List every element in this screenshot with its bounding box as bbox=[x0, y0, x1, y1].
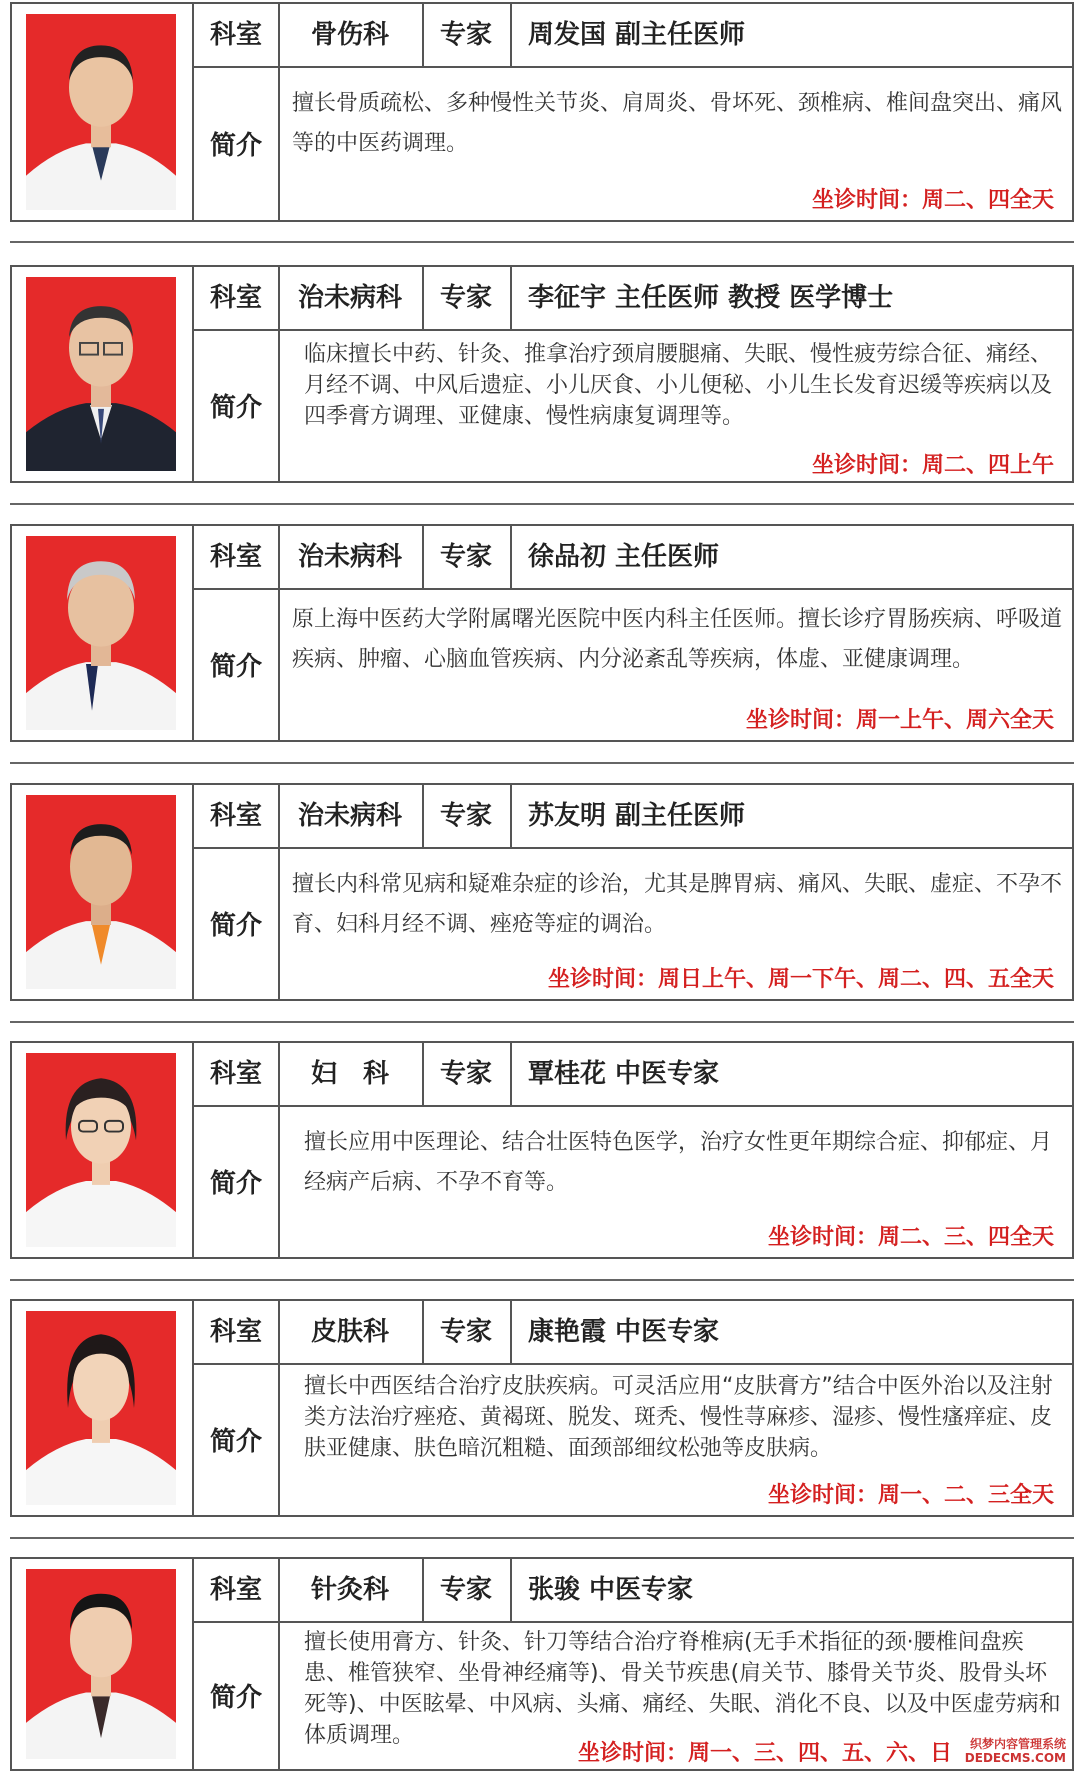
expert-label: 专家 bbox=[422, 785, 512, 847]
doctor-info-table bbox=[192, 267, 1072, 481]
doctor-card bbox=[10, 524, 1074, 742]
doctor-name: 苏友明 副主任医师 bbox=[528, 801, 746, 831]
schedule-text: 坐诊时间：周二、四上午 bbox=[811, 453, 1054, 478]
dept-value: 妇 科 bbox=[278, 1043, 424, 1105]
dept-value: 治未病科 bbox=[278, 526, 424, 588]
schedule-text: 坐诊时间：周一、三、四、五、六、日 bbox=[577, 1741, 952, 1766]
doctor-info-table bbox=[192, 526, 1072, 740]
divider bbox=[10, 762, 1074, 764]
divider bbox=[10, 503, 1074, 505]
doctor-info-table bbox=[192, 1043, 1072, 1257]
schedule-text: 坐诊时间：周二、三、四全天 bbox=[767, 1225, 1054, 1250]
doctor-photo bbox=[26, 1569, 176, 1759]
expert-label: 专家 bbox=[422, 4, 512, 66]
doctor-description: 擅长应用中医理论、结合壮医特色医学，治疗女性更年期综合症、抑郁症、月经病产后病、不孕不育等。 bbox=[304, 1130, 1053, 1195]
dept-label: 科室 bbox=[194, 526, 280, 588]
doctor-card bbox=[10, 783, 1074, 1001]
doctor-name: 周发国 副主任医师 bbox=[528, 20, 746, 50]
dept-label: 科室 bbox=[194, 4, 280, 66]
intro-label: 简介 bbox=[194, 329, 280, 481]
expert-label: 专家 bbox=[422, 1043, 512, 1105]
doctor-card bbox=[10, 265, 1074, 483]
doctor-photo bbox=[26, 277, 176, 471]
dept-label: 科室 bbox=[194, 1301, 280, 1363]
expert-label: 专家 bbox=[422, 1559, 512, 1621]
expert-label: 专家 bbox=[422, 526, 512, 588]
doctor-card bbox=[10, 1041, 1074, 1259]
doctor-photo bbox=[26, 1053, 176, 1247]
divider bbox=[10, 241, 1074, 243]
dept-value: 骨伤科 bbox=[278, 4, 424, 66]
dept-label: 科室 bbox=[194, 267, 280, 329]
watermark bbox=[965, 1737, 1066, 1765]
expert-label: 专家 bbox=[422, 1301, 512, 1363]
dept-label: 科室 bbox=[194, 1043, 280, 1105]
watermark-line1: 织梦内容管理系统 bbox=[969, 1737, 1066, 1751]
doctor-card bbox=[10, 1557, 1074, 1771]
schedule-text: 坐诊时间：周日上午、周一下午、周二、四、五全天 bbox=[547, 967, 1054, 992]
doctor-description: 擅长内科常见病和疑难杂症的诊治，尤其是脾胃病、痛风、失眠、虚症、不孕不育、妇科月经不调、痤疮等症的调治。 bbox=[292, 872, 1063, 937]
dept-value: 治未病科 bbox=[278, 267, 424, 329]
doctor-name: 覃桂花 中医专家 bbox=[528, 1059, 720, 1089]
doctor-description: 擅长中西医结合治疗皮肤疾病。可灵活应用“皮肤膏方”结合中医外治以及注射类方法治疗痤疮、黄褐斑、脱发、斑秃、慢性荨麻疹、湿疹、慢性瘙痒症、皮肤亚健康、肤色暗沉粗糙、面颈部细纹松弛等皮肤病。 bbox=[304, 1374, 1053, 1461]
dept-label: 科室 bbox=[194, 1559, 280, 1621]
doctor-card bbox=[10, 1299, 1074, 1517]
watermark-line2: DEDECMS.COM bbox=[964, 1751, 1066, 1765]
divider bbox=[10, 1537, 1074, 1539]
doctor-photo bbox=[26, 14, 176, 210]
doctor-name: 李征宇 主任医师 教授 医学博士 bbox=[528, 283, 894, 313]
doctor-description: 擅长使用膏方、针灸、针刀等结合治疗脊椎病(无手术指征的颈·腰椎间盘疾患、椎管狭窄、坐骨神经痛等)、骨关节疾患(肩关节、膝骨关节炎、股骨头坏死等)、中医眩晕、中风病、头痛、痛经、失眠、消化不良、以及中医虚劳病和体质调理。 bbox=[304, 1630, 1061, 1748]
doctor-photo bbox=[26, 1311, 176, 1505]
doctor-name: 张骏 中医专家 bbox=[528, 1575, 694, 1605]
intro-label: 简介 bbox=[194, 66, 280, 220]
expert-label: 专家 bbox=[422, 267, 512, 329]
doctor-photo bbox=[26, 536, 176, 730]
divider bbox=[10, 1021, 1074, 1023]
dept-value: 皮肤科 bbox=[278, 1301, 424, 1363]
doctor-info-table bbox=[192, 4, 1072, 220]
schedule-text: 坐诊时间：周一、二、三全天 bbox=[767, 1483, 1054, 1508]
doctor-card bbox=[10, 2, 1074, 222]
doctor-info-table bbox=[192, 1301, 1072, 1515]
divider bbox=[10, 1279, 1074, 1281]
intro-label: 简介 bbox=[194, 588, 280, 740]
doctor-info-table bbox=[192, 785, 1072, 999]
dept-label: 科室 bbox=[194, 785, 280, 847]
intro-label: 简介 bbox=[194, 1105, 280, 1257]
doctor-name: 康艳霞 中医专家 bbox=[528, 1317, 720, 1347]
doctor-description: 临床擅长中药、针灸、推拿治疗颈肩腰腿痛、失眠、慢性疲劳综合征、痛经、月经不调、中风后遗症、小儿厌食、小儿便秘、小儿生长发育迟缓等疾病以及四季膏方调理、亚健康、慢性病康复调理等。 bbox=[304, 342, 1053, 429]
intro-label: 简介 bbox=[194, 1363, 280, 1515]
doctor-description: 原上海中医药大学附属曙光医院中医内科主任医师。擅长诊疗胃肠疾病、呼吸道疾病、肿瘤、心脑血管疾病、内分泌紊乱等疾病，体虚、亚健康调理。 bbox=[292, 607, 1063, 672]
doctor-name: 徐品初 主任医师 bbox=[528, 542, 720, 572]
intro-label: 简介 bbox=[194, 1621, 280, 1769]
dept-value: 针灸科 bbox=[278, 1559, 424, 1621]
doctor-photo bbox=[26, 795, 176, 989]
schedule-text: 坐诊时间：周二、四全天 bbox=[811, 188, 1054, 213]
schedule-text: 坐诊时间：周一上午、周六全天 bbox=[745, 708, 1054, 733]
doctor-description: 擅长骨质疏松、多种慢性关节炎、肩周炎、骨坏死、颈椎病、椎间盘突出、痛风等的中医药调理。 bbox=[292, 91, 1063, 156]
intro-label: 简介 bbox=[194, 847, 280, 999]
dept-value: 治未病科 bbox=[278, 785, 424, 847]
doctor-info-table bbox=[192, 1559, 1072, 1769]
